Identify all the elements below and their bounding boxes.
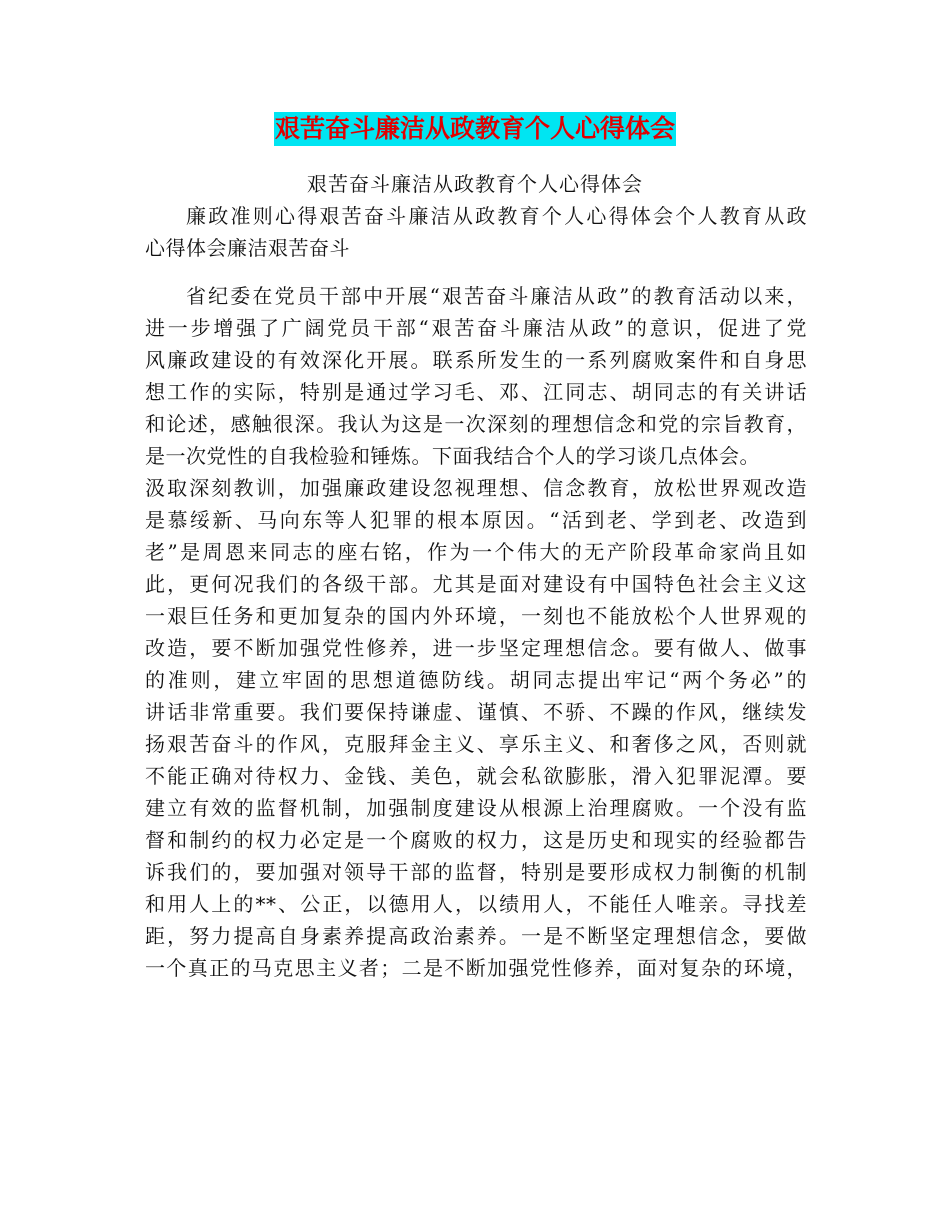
body-line: 进一步增强了广阔党员干部“艰苦奋斗廉洁从政”的意识，促进了党 <box>145 316 807 340</box>
body-line: 此，更何况我们的各级干部。尤其是面对建设有中国特色社会主义这 <box>145 572 807 596</box>
document-title: 艰苦奋斗廉洁从政教育个人心得体会 <box>274 112 676 146</box>
body-line: 是一次党性的自我检验和锤炼。下面我结合个人的学习谈几点体会。 <box>145 444 760 468</box>
body-line: 一艰巨任务和更加复杂的国内外环境，一刻也不能放松个人世界观的 <box>145 604 807 628</box>
body-line: 距，努力提高自身素养提高政治素养。一是不断坚定理想信念，要做 <box>145 924 807 948</box>
body-line: 改造，要不断加强党性修养，进一步坚定理想信念。要有做人、做事 <box>145 636 807 660</box>
keywords-line: 廉政准则心得艰苦奋斗廉洁从政教育个人心得体会个人教育从政 <box>186 204 807 228</box>
body-line: 风廉政建设的有效深化开展。联系所发生的一系列腐败案件和自身思 <box>145 348 807 372</box>
body-line: 一个真正的马克思主义者；二是不断加强党性修养，面对复杂的环境， <box>145 956 807 980</box>
keywords-line: 心得体会廉洁艰苦奋斗 <box>145 236 350 260</box>
body-line: 讲话非常重要。我们要保持谦虚、谨慎、不骄、不躁的作风，继续发 <box>145 700 807 724</box>
document-title-container <box>0 112 950 146</box>
body-paragraph <box>145 280 807 984</box>
body-line: 建立有效的监督机制，加强制度建设从根源上治理腐败。一个没有监 <box>145 796 807 820</box>
body-line: 和用人上的**、公正，以德用人，以绩用人，不能任人唯亲。寻找差 <box>145 892 807 916</box>
body-line: 扬艰苦奋斗的作风，克服拜金主义、享乐主义、和奢侈之风，否则就 <box>145 732 807 756</box>
body-line: 想工作的实际，特别是通过学习毛、邓、江同志、胡同志的有关讲话 <box>145 380 807 404</box>
body-line: 省纪委在党员干部中开展“艰苦奋斗廉洁从政”的教育活动以来， <box>186 284 807 308</box>
body-line: 是慕绥新、马向东等人犯罪的根本原因。“活到老、学到老、改造到 <box>145 508 807 532</box>
keywords-paragraph <box>145 200 807 264</box>
body-line: 诉我们的，要加强对领导干部的监督，特别是要形成权力制衡的机制 <box>145 860 807 884</box>
body-line: 和论述，感触很深。我认为这是一次深刻的理想信念和党的宗旨教育， <box>145 412 807 436</box>
body-line: 不能正确对待权力、金钱、美色，就会私欲膨胀，滑入犯罪泥潭。要 <box>145 764 807 788</box>
body-line: 督和制约的权力必定是一个腐败的权力，这是历史和现实的经验都告 <box>145 828 807 852</box>
document-subtitle: 艰苦奋斗廉洁从政教育个人心得体会 <box>307 172 643 196</box>
body-line: 老”是周恩来同志的座右铭，作为一个伟大的无产阶段革命家尚且如 <box>145 540 807 564</box>
body-line: 汲取深刻教训，加强廉政建设忽视理想、信念教育，放松世界观改造 <box>145 476 807 500</box>
body-line: 的准则，建立牢固的思想道德防线。胡同志提出牢记“两个务必”的 <box>145 668 807 692</box>
